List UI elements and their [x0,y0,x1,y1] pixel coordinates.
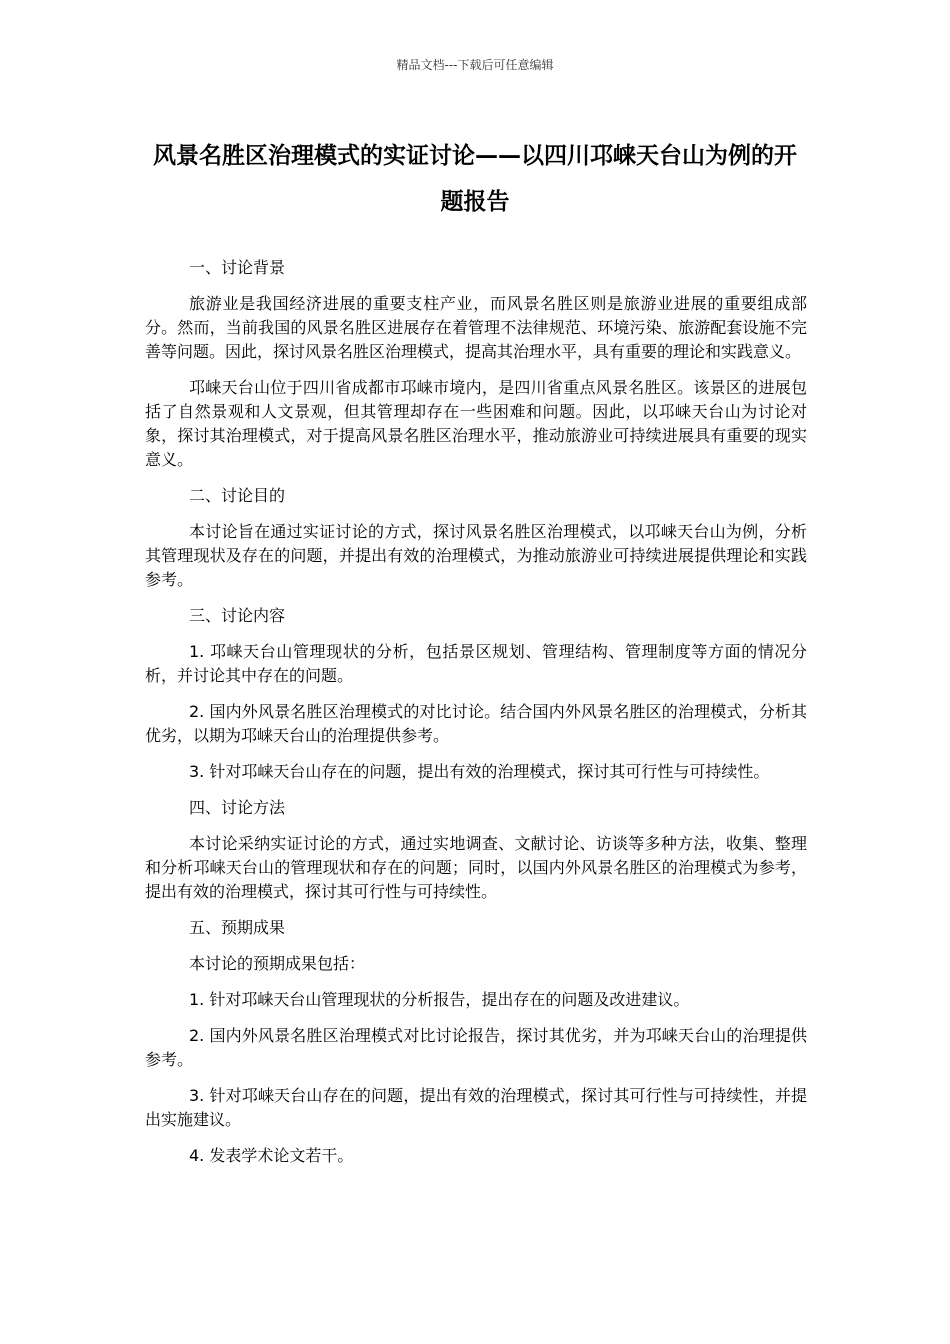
paragraph: 本讨论的预期成果包括： [189,954,366,973]
list-item: 2. 国内外风景名胜区治理模式的对比讨论。结合国内外风景名胜区的治理模式，分析其优劣，以期为邛崃天台山的治理提供参考。 [145,702,807,745]
paragraph: 旅游业是我国经济进展的重要支柱产业，而风景名胜区则是旅游业进展的重要组成部分。然而，当前我国的风景名胜区进展存在着管理不法律规范、环境污染、旅游配套设施不完善等问题。因此，探讨风景名胜区治理模式，提高其治理水平，具有重要的理论和实践意义。 [145,294,807,361]
list-item: 4. 发表学术论文若干。 [189,1146,354,1165]
document-body [145,256,807,1180]
section-heading-background: 一、讨论背景 [189,258,286,277]
document-title: 风景名胜区治理模式的实证讨论——以四川邛崃天台山为例的开题报告 [153,143,797,215]
paragraph: 本讨论采纳实证讨论的方式，通过实地调查、文献讨论、访谈等多种方法，收集、整理和分析邛崃天台山的管理现状和存在的问题；同时，以国内外风景名胜区的治理模式为参考，提出有效的治理模式，探讨其可行性与可持续性。 [145,834,807,901]
list-item: 2. 国内外风景名胜区治理模式对比讨论报告，探讨其优劣，并为邛崃天台山的治理提供参考。 [145,1026,807,1069]
section-heading-content: 三、讨论内容 [189,606,286,625]
paragraph: 本讨论旨在通过实证讨论的方式，探讨风景名胜区治理模式，以邛崃天台山为例，分析其管理现状及存在的问题，并提出有效的治理模式，为推动旅游业可持续进展提供理论和实践参考。 [145,522,807,589]
section-heading-purpose: 二、讨论目的 [189,486,286,505]
list-item: 3. 针对邛崃天台山存在的问题，提出有效的治理模式，探讨其可行性与可持续性，并提出实施建议。 [145,1086,807,1129]
paragraph: 邛崃天台山位于四川省成都市邛崃市境内，是四川省重点风景名胜区。该景区的进展包括了自然景观和人文景观，但其管理却存在一些困难和问题。因此，以邛崃天台山为讨论对象，探讨其治理模式，对于提高风景名胜区治理水平，推动旅游业可持续进展具有重要的现实意义。 [145,378,807,469]
list-item: 1. 邛崃天台山管理现状的分析，包括景区规划、管理结构、管理制度等方面的情况分析，并讨论其中存在的问题。 [145,642,807,685]
header-note: 精品文档---下载后可任意编辑 [396,58,554,72]
list-item: 3. 针对邛崃天台山存在的问题，提出有效的治理模式，探讨其可行性与可持续性。 [189,762,770,781]
section-heading-outcome: 五、预期成果 [189,918,286,937]
section-heading-method: 四、讨论方法 [189,798,286,817]
list-item: 1. 针对邛崃天台山管理现状的分析报告，提出存在的问题及改进建议。 [189,990,690,1009]
